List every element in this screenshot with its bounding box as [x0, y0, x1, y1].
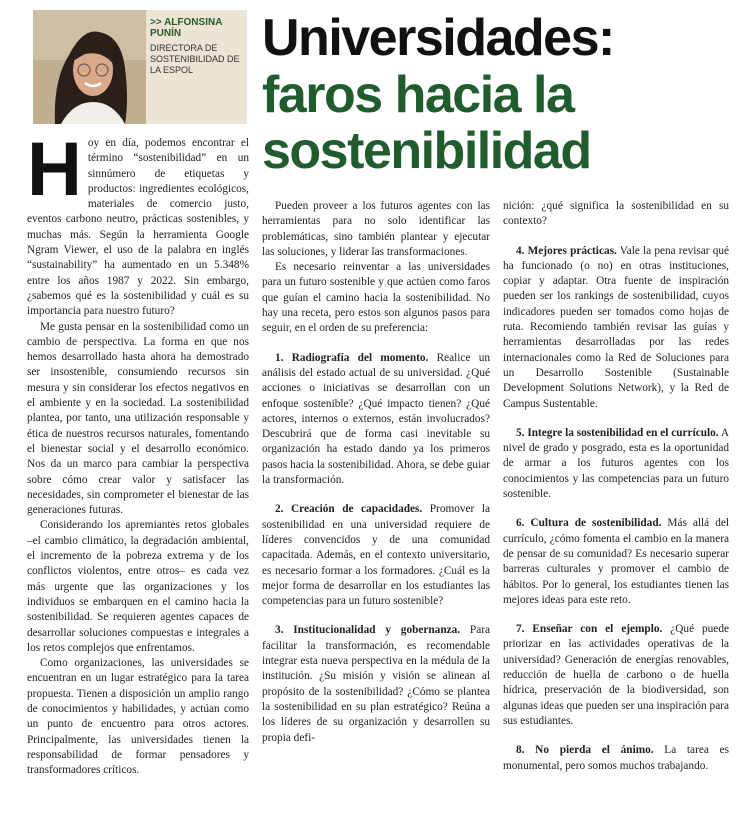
- section-institucionalidad: [262, 623, 490, 745]
- section-heading: 6. Cultura de sostenibilidad.: [516, 517, 662, 530]
- paragraph: Como organizaciones, las universidades se encuentran en un lugar estratégico para la tarea propuesta. Tienen a disposición un amplio rango de conocimientos y habilidades, y actúan como un punto de encuentro para otros actores. Principalmente, las universidades tienen la responsabilidad de formar pensadores y transformadores críticos.: [27, 657, 249, 777]
- paragraph: Es necesario reinventar a las universidades para un futuro sostenible y que actúen como faros que guían el camino hacia la sostenibilidad. No hay una receta, pero estos son algunos pasos para seguir, en el orden de su preferencia:: [262, 261, 490, 335]
- article-column-1: [27, 127, 249, 778]
- section-heading: 7. Enseñar con el ejemplo.: [516, 623, 663, 636]
- article-column-3: [503, 199, 729, 774]
- author-portrait-illustration: [33, 10, 146, 124]
- paragraph-text: oy en día, podemos encontrar el término “sostenibilidad” en un sinnúmero de etiquetas y productos: ingredientes ecológicos, materiales de comercio justo, eventos carbono neutro, prácticas sostenibles, y muchas más. Según la herramienta Google Ngram Viewer, el uso de la palabra en inglés “sustainability” ha aumentado en un 5.348% entre los años 1987 y 2022. Sin embargo, ¿sabemos qué es la sostenibilidad y cuál es su importancia para nuestro futuro?: [27, 137, 249, 318]
- section-cultura: [503, 516, 729, 608]
- paragraph: [27, 127, 249, 320]
- section-heading: 8. No pierda el ánimo.: [516, 744, 654, 757]
- section-body: ¿Qué puede priorizar en las actividades operativas de la universidad? Generación de energías renovables, reducción de huella de carbono o de huella hídrica, preservación de la biodiversidad, son algunas ideas que pueden ser una inspiración para sus estudiantes.: [503, 623, 729, 727]
- paragraph: nición: ¿qué significa la sostenibilidad en su contexto?: [503, 200, 729, 228]
- section-heading: 2. Creación de capacidades.: [275, 503, 423, 516]
- headline-line-1: Universidades:: [262, 9, 614, 67]
- section-animo: [503, 743, 729, 774]
- section-heading: 1. Radiografía del momento.: [275, 351, 429, 364]
- section-heading: 3. Institucionalidad y gobernanza.: [275, 624, 461, 637]
- section-capacidades: [262, 502, 490, 609]
- section-curriculo: [503, 426, 729, 502]
- author-box: [146, 10, 247, 124]
- section-body: Promover la sostenibilidad en una universidad requiere de líderes convencidos y de una comunidad capacitada. Además, en el contexto universitario, es necesario formar a los formadores. ¿Cuál es la mejor forma de desarrollar en los estudiantes las competencias para un futuro sostenible?: [262, 503, 490, 608]
- paragraph: Considerando los apremiantes retos globales –el cambio climático, la degradación ambiental, el incremento de la pobreza extrema y de los conflictos violentos, entre otros– es cada vez más urgente que las organizaciones y los individuos se embarquen en el camino hacia la sostenibilidad. Se requieren agentes capaces de desarrollar soluciones compuestas e integrales a los retos complejos que enfrentamos.: [27, 519, 249, 654]
- section-heading: 5. Integre la sostenibilidad en el currículo.: [516, 426, 719, 439]
- headline-line-2: faros hacia la sostenibilidad: [262, 66, 591, 180]
- section-body: La tarea es monumental, pero somos muchos trabajando.: [503, 744, 729, 772]
- section-ejemplo: [503, 622, 729, 729]
- article-column-2: [262, 199, 490, 746]
- paragraph: Me gusta pensar en la sostenibilidad como un cambio de perspectiva. La forma en que nos hemos desarrollado hasta ahora ha demostrado ser insostenible, consumiendo recursos sin mesura y sin considerar los efectos negativos en el ambiente y en la sociedad. La sostenibilidad plantea, por tanto, una utilización responsable y ética de nuestros recursos naturales, fomentando el bienestar social y el desarrollo económico. Nos da un marco para cambiar la perspectiva sobre cómo crear valor y satisfacer las necesidades, sin comprometer el bienestar de las generaciones futuras.: [27, 320, 249, 517]
- section-body: Vale la pena revisar qué ha funcionado (o no) en otras instituciones, copiar y adaptar. Otra fuente de inspiración pueden ser los rankings de sostenibilidad, cuyos indicadores pueden ser tomados como hojas de ruta. Recomiendo también revisar las guías y herramientas desarrolladas por las redes internacionales como la Red de Soluciones para un Desarrollo Sostenible (Sustainable Development Solutions Network), y la Red de Campus Sustentable.: [503, 244, 730, 410]
- paragraph: Pueden proveer a los futuros agentes con las herramientas para no solo identificar las problemáticas, sino también plantear y ejecutar las soluciones, y liderar las transformaciones.: [262, 200, 490, 258]
- section-radiografia: [262, 351, 490, 489]
- drop-cap: H: [27, 127, 82, 212]
- author-role: DIRECTORA DE SOSTENIBILIDAD DE LA ESPOL: [150, 43, 240, 75]
- section-body: Realice un análisis del estado actual de su universidad. ¿Qué acciones o iniciativas se desarrollan con un enfoque sostenible? ¿Qué impacto tienen? ¿Qué actores, internos o externos, están involucrados? Descubrirá que de forma casi inevitable su organización ha estado dando ya los primeros pasos hacia la sostenibilidad. Ahora, se debe guiar la transformación.: [262, 351, 490, 487]
- section-body: Más allá del currículo, ¿cómo fomenta el cambio en la manera de pensar de su comunidad? Es necesario superar barreras culturales y promover el cambio de hábitos. Por lo general, los estudiantes tienen las mejores ideas para este reto.: [503, 517, 729, 606]
- author-photo: [33, 10, 146, 124]
- section-heading: 4. Mejores prácticas.: [516, 244, 617, 257]
- section-body: A nivel de grado y posgrado, esta es la oportunidad de armar a los futuros agentes con los conocimientos y las competencias para un futuro sostenible.: [503, 426, 730, 501]
- author-name: >> ALFONSINA PUNÍN: [150, 17, 223, 39]
- section-body: Para facilitar la transformación, es recomendable integrar esta nueva perspectiva en la médula de la institución. ¿Su misión y visión se alinean al propósito de la sostenibilidad? ¿Cómo se plantea la sostenibilidad en su plan estratégico? Reúna a los líderes de su organización y desarrollen su propia defi-: [262, 624, 490, 744]
- section-mejores-practicas: [503, 244, 729, 412]
